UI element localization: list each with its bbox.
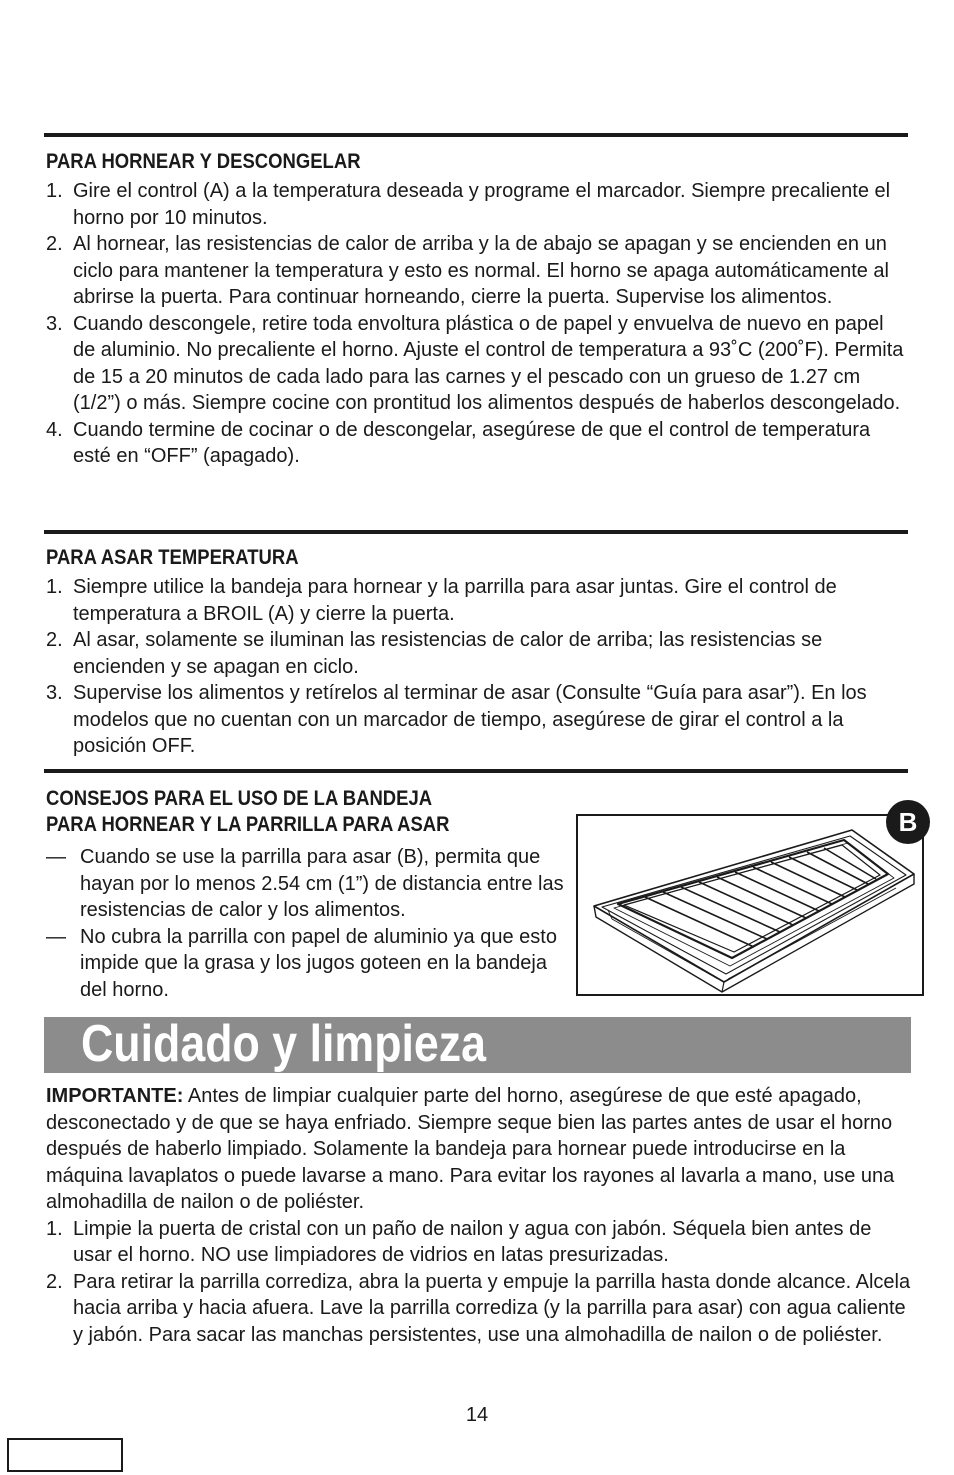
list-item: [46, 311, 908, 417]
list-text: Cuando descongele, retire toda envoltura plástica o de papel y envuelva de nuevo en papel de aluminio. No precaliente el horno. Ajuste el control de temperatura a 93˚C (200˚F). Permita de 15 a 20 minutos de cada lado para las carnes y el pescado con un grueso de 1.27 cm (1/2”) o más. Siempre cocine con prontitud los alimentos después de haberlos descongelado.: [73, 312, 904, 414]
section-divider: [44, 133, 908, 137]
section-broil: [46, 545, 908, 760]
care-cleaning-banner: [44, 1017, 911, 1073]
page-number: 14: [465, 1404, 489, 1426]
tips-title-line1: CONSEJOS PARA EL USO DE LA BANDEJA: [46, 787, 433, 810]
list-item: [46, 178, 908, 231]
section-bake-defrost: [46, 149, 908, 470]
broil-rack-figure: [576, 814, 924, 996]
list-text: Cuando se use la parrilla para asar (B), permita que hayan por lo menos 2.54 cm (1”) de distancia entre las resistencias de calor y los alimentos.: [80, 846, 564, 921]
list-item: [46, 924, 566, 1004]
important-label: IMPORTANTE:: [46, 1085, 184, 1107]
list-number: 1.: [46, 1217, 63, 1240]
tips-title-line2: PARA HORNEAR Y LA PARRILLA PARA ASAR: [46, 813, 450, 836]
numbered-list: [46, 1216, 912, 1349]
list-text: Al hornear, las resistencias de calor de arriba y la de abajo se apagan y se encienden en un ciclo para mantener la temperatura y esto es normal. El horno se apaga automáticamente al abrirse la puerta. Para continuar horneando, cierre la puerta. Supervise los alimentos.: [73, 233, 889, 308]
list-text: Limpie la puerta de cristal con un paño de nailon y agua con jabón. Séquela bien antes de usar el horno. NO use limpiadores de vidrios en latas presurizadas.: [73, 1217, 872, 1266]
section-divider: [44, 769, 908, 773]
list-text: Para retirar la parrilla corrediza, abra la puerta y empuje la parrilla hasta donde alcance. Alcela hacia arriba y hacia afuera. Lave la parrilla corrediza (y la parrilla para asar) con agua caliente y jabón. Para sacar las manchas persistentes, use una almohadilla de nailon o de poliéster.: [73, 1270, 911, 1346]
list-item: [46, 574, 908, 627]
list-number: 2.: [46, 1270, 63, 1293]
list-text: Siempre utilice la bandeja para hornear y la parrilla para asar juntas. Gire el control de temperatura a BROIL (A) y cierre la puerta.: [73, 576, 837, 625]
list-item: [46, 417, 908, 470]
list-item: [46, 680, 908, 760]
list-item: [46, 231, 908, 311]
numbered-list: [46, 178, 908, 470]
important-paragraph: [46, 1083, 912, 1216]
broil-rack-tray-illustration-icon: [578, 816, 922, 994]
list-item: [46, 1269, 912, 1349]
dash-list: [46, 844, 566, 1003]
list-number: 4.: [46, 418, 63, 441]
list-text: Cuando termine de cocinar o de descongelar, asegúrese de que el control de temperatura esté en “OFF” (apagado).: [73, 418, 871, 467]
list-text: Al asar, solamente se iluminan las resistencias de calor de arriba; las resistencias se encienden y se apagan en ciclo.: [73, 629, 823, 678]
list-number: 3.: [46, 312, 63, 335]
list-item: [46, 627, 908, 680]
section-tips: [46, 786, 566, 1003]
list-number: 3.: [46, 682, 63, 704]
list-text: Supervise los alimentos y retírelos al terminar de asar (Consulte “Guía para asar”). En los modelos que no cuentan con un marcador de tiempo, asegúrese de girar el control a la posición OFF.: [73, 682, 867, 757]
list-number: 1.: [46, 180, 63, 202]
list-text: No cubra la parrilla con papel de aluminio ya que esto impide que la grasa y los jugos goteen en la bandeja del horno.: [80, 925, 557, 1001]
numbered-list: [46, 574, 908, 760]
list-number: 2.: [46, 629, 63, 651]
important-text: Antes de limpiar cualquier parte del horno, asegúrese de que esté apagado, desconectado y de que se haya enfriado. Siempre seque bien las partes antes de usar el horno después de haberlo limpiado. Solamente la bandeja para hornear puede introducirse en la máquina lavaplatos o puede lavarse a mano. Para evitar los rayones al lavarla a mano, use una almohadilla de nailon o de poliéster.: [46, 1085, 895, 1213]
list-item: [46, 844, 566, 924]
dash-bullet: —: [46, 925, 66, 948]
dash-bullet: —: [46, 846, 66, 868]
section-divider: [44, 530, 908, 534]
section-care: [46, 1083, 912, 1348]
figure-label-badge: B: [886, 800, 930, 844]
list-number: 1.: [46, 576, 63, 598]
banner-title: Cuidado y limpieza: [81, 1015, 487, 1073]
section-title: PARA HORNEAR Y DESCONGELAR: [46, 150, 361, 173]
list-text: Gire el control (A) a la temperatura deseada y programe el marcador. Siempre precaliente el horno por 10 minutos.: [73, 180, 891, 229]
list-number: 2.: [46, 233, 63, 255]
list-item: [46, 1216, 912, 1269]
section-title: PARA ASAR TEMPERATURA: [46, 546, 299, 569]
corner-marker-box: [7, 1438, 123, 1472]
